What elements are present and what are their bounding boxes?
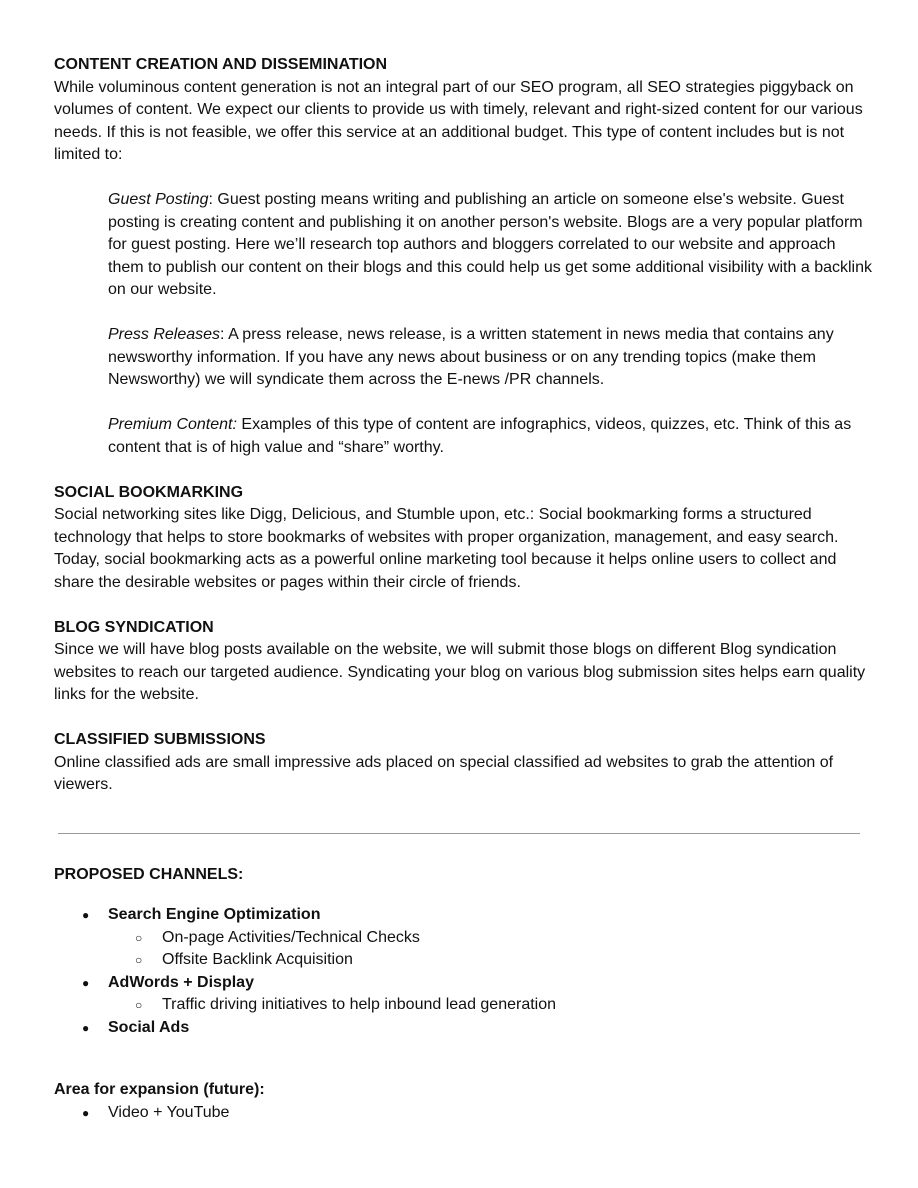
channel-seo: ● Search Engine Optimization [54, 904, 874, 927]
press-releases-text: A press release, news release, is a written statement in news media that contains any newsworthy information. If you have any news about business or on any trending topics (make them Newsworthy) we will syndicate them across the E-news /PR channels. [108, 326, 834, 388]
press-releases-paragraph: Press Releases: A press release, news release, is a written statement in news media that contains any newsworthy information. If you have any news about business or on any trending topics (make them Newsworthy) we will syndicate them across the E-news /PR channels. [108, 326, 834, 388]
premium-content-text: Examples of this type of content are infographics, videos, quizzes, etc. Think of this as content that is of high value and “share” worthy. [108, 416, 852, 456]
premium-content-paragraph [108, 414, 874, 459]
classified-submissions-text: Online classified ads are small impressive ads placed on special classified ad websites to grab the attention of viewers. [54, 753, 834, 793]
expansion-heading: Area for expansion (future): [54, 1081, 265, 1098]
social-bookmarking-text: Social networking sites like Digg, Delicious, and Stumble upon, etc.: Social bookmarking forms a structured technology that helps to store bookmarks of websites with proper organization, management, and easy search. Today, social bookmarking acts as a powerful online marketing tool because it helps online users to collect and share the desirable websites or pages within their circle of friends. [54, 506, 839, 591]
content-creation-intro: While voluminous content generation is not an integral part of our SEO program, all SEO strategies piggyback on volumes of content. We expect our clients to provide us with timely, relevant and right-sized content for our various needs. If this is not feasible, we offer this service at an additional budget. This type of content includes but is not limited to: [54, 78, 863, 163]
press-releases-term: Press Releases [108, 326, 221, 343]
guest-posting-paragraph: Guest Posting: Guest posting means writing and publishing an article on someone else's website. Guest posting is creating content and publishing it on another person's website. Blogs are a very popular platform for guest posting. Here we’ll research top authors and bloggers correlated to our website and approach them to publish our content on their blogs and this could help us get some additional visibility with a backlink on our website. [108, 191, 872, 298]
blog-syndication-text: Since we will have blog posts available on the website, we will submit those blogs on different Blog syndication websites to reach our targeted audience. Syndicating your blog on various blog submission sites helps earn quality links for the website. [54, 641, 866, 703]
blog-syndication-heading: BLOG SYNDICATION [54, 618, 214, 636]
proposed-channels-heading: PROPOSED CHANNELS: [54, 865, 244, 883]
premium-content-term: Premium Content: [108, 416, 237, 433]
channel-seo-sub-item: ○ Offsite Backlink Acquisition [54, 949, 874, 972]
guest-posting-text: Guest posting means writing and publishing an article on someone else's website. Guest posting is creating content and publishing it on another person's website. Blogs are a very popular platform for guest posting. Here we’ll research top authors and bloggers correlated to our website and approach them to publish our content on their blogs and this could help us get some additional visibility with a backlink on our website. [108, 191, 872, 298]
classified-submissions-heading: CLASSIFIED SUBMISSIONS [54, 731, 266, 748]
expansion-list [54, 1102, 874, 1125]
guest-posting-term: Guest Posting [108, 191, 209, 208]
channel-social-ads: ● Social Ads [54, 1017, 874, 1040]
document-page [54, 54, 874, 1124]
channel-adwords-sub-item: ○ Traffic driving initiatives to help inbound lead generation [54, 994, 874, 1017]
content-creation-heading: CONTENT CREATION AND DISSEMINATION [54, 56, 388, 73]
expansion-item: ● Video + YouTube [54, 1102, 874, 1125]
social-bookmarking-heading: SOCIAL BOOKMARKING [54, 483, 244, 501]
channel-seo-sub-item: ○ On-page Activities/Technical Checks [54, 927, 874, 950]
channels-list [54, 904, 874, 1039]
channel-adwords: ● AdWords + Display [54, 972, 874, 995]
